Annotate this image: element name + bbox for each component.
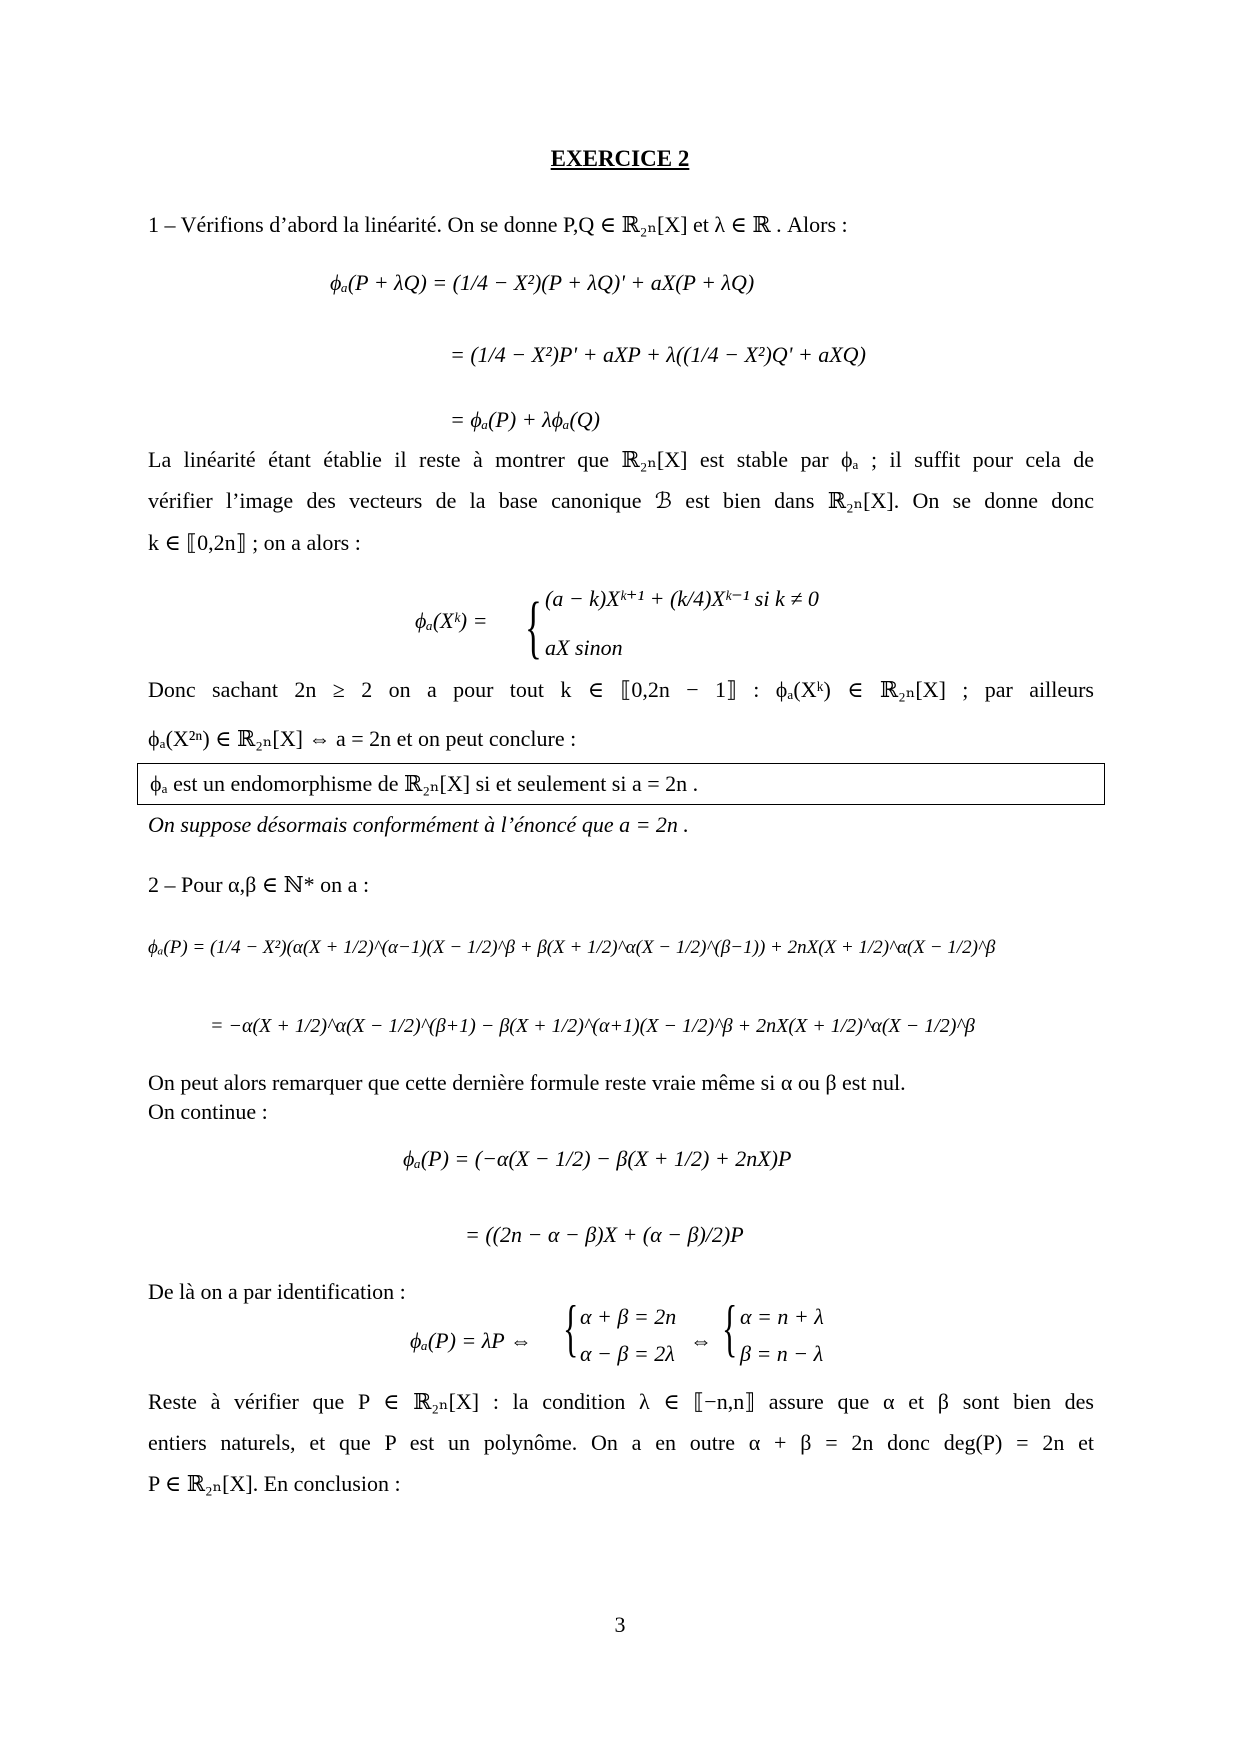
page-number: 3 [614,1612,626,1637]
system-1-line-1: α + β = 2n [580,1304,677,1329]
system-1-line-2: α − β = 2λ [580,1341,675,1366]
part2-equation-1: ϕₐ(P) = (1/4 − X²)(α(X + 1/2)^(α−1)(X − 1/2)^β + β(X + 1/2)^α(X − 1/2)^(β−1)) + 2nX(X + 1/2)^α(X − 1/2)^β [148,937,996,958]
case-line-1: (a − k)Xᵏ⁺¹ + (k/4)Xᵏ⁻¹ si k ≠ 0 [545,586,819,611]
part1-paragraph2-line-2: ϕₐ(X²ⁿ) ∈ ℝ₂ₙ[X] ⇔ a = 2n et on peut conclure : [148,726,577,751]
identification-lhs: ϕₐ(P) = λP ⇔ [410,1328,532,1353]
part2-paragraph-line-2: entiers naturels, et que P est un polynôme. On a en outre α + β = 2n donc deg(P) = 2n et [148,1430,1094,1455]
system-2-brace: { [722,1292,738,1363]
part1-equation-3: = ϕₐ(P) + λϕₐ(Q) [450,407,600,432]
equivalence-symbol: ⇔ [690,1328,712,1353]
part2-equation-2: = −α(X + 1/2)^α(X − 1/2)^(β+1) − β(X + 1/2)^(α+1)(X − 1/2)^β + 2nX(X + 1/2)^α(X − 1/2)^β [210,1015,975,1037]
continue-line: On continue : [148,1099,268,1124]
part1-paragraph-line-2: vérifier l’image des vecteurs de la base canonique ℬ est bien dans ℝ₂ₙ[X]. On se donne donc [148,488,1094,513]
case-line-2: aX sinon [545,635,623,660]
part1-equation-2: = (1/4 − X²)P' + aXP + λ((1/4 − X²)Q' + aXQ) [450,342,866,367]
part1-paragraph-line-1: La linéarité étant établie il reste à montrer que ℝ₂ₙ[X] est stable par ϕₐ ; il suffit pour cela de [148,447,1094,472]
system-1-brace: { [563,1292,579,1363]
case-definition-lhs: ϕₐ(Xᵏ) = [415,608,488,633]
system-2-line-2: β = n − λ [740,1341,824,1366]
identification-intro: De là on a par identification : [148,1279,406,1304]
part1-equation-1: ϕₐ(P + λQ) = (1/4 − X²)(P + λQ)' + aX(P + λQ) [330,270,755,295]
boxed-result: ϕₐ est un endomorphisme de ℝ₂ₙ[X] si et seulement si a = 2n . [150,771,699,796]
case-brace: { [525,589,542,666]
part1-paragraph2-line-1: Donc sachant 2n ≥ 2 on a pour tout k ∈ ⟦0,2n − 1⟧ : ϕₐ(Xᵏ) ∈ ℝ₂ₙ[X] ; par ailleurs [148,677,1094,702]
part2-paragraph-line-3: P ∈ ℝ₂ₙ[X]. En conclusion : [148,1471,401,1496]
part1-intro: 1 – Vérifions d’abord la linéarité. On se donne P,Q ∈ ℝ₂ₙ[X] et λ ∈ ℝ . Alors : [148,212,848,237]
part2-equation-3: ϕₐ(P) = (−α(X − 1/2) − β(X + 1/2) + 2nX)P [403,1146,792,1171]
system-2-line-1: α = n + λ [740,1304,824,1329]
part2-paragraph-line-1: Reste à vérifier que P ∈ ℝ₂ₙ[X] : la condition λ ∈ ⟦−n,n⟧ assure que α et β sont bien des [148,1389,1094,1414]
remark-line: On peut alors remarquer que cette dernière formule reste vraie même si α ou β est nul. [148,1070,906,1095]
part2-equation-4: = ((2n − α − β)X + (α − β)/2)P [465,1222,744,1247]
part2-intro: 2 – Pour α,β ∈ ℕ* on a : [148,872,370,897]
assumption-line: On suppose désormais conformément à l’énoncé que a = 2n . [148,812,689,837]
exercise-title: EXERCICE 2 [550,146,690,171]
part1-paragraph-line-3: k ∈ ⟦0,2n⟧ ; on a alors : [148,530,361,555]
